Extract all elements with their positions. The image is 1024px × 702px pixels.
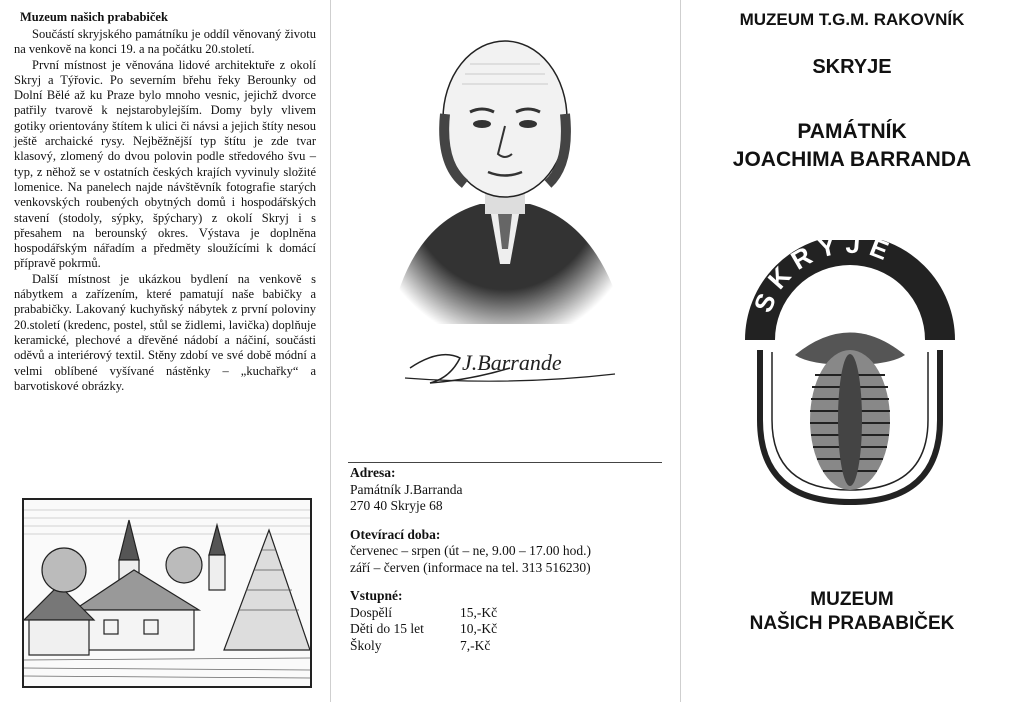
panel-left [0, 0, 330, 702]
svg-text:SKRYJE [748, 240, 901, 317]
trilobite-emblem [740, 240, 960, 510]
memorial-line: PAMÁTNÍK [797, 120, 907, 143]
place-title: SKRYJE [812, 56, 892, 78]
emblem-text: SKRYJE [747, 240, 901, 317]
memorial-line: JOACHIMA BARRANDA [732, 148, 972, 171]
admission-row [350, 605, 660, 622]
section-heading: Muzeum našich prababiček [20, 10, 168, 24]
bottom-line: NAŠICH PRABABIČEK [749, 613, 955, 634]
admission-price: 15,-Kč [460, 604, 498, 620]
admission-who: Školy [350, 637, 382, 653]
trilobite-logo [740, 240, 960, 510]
hours-label: Otevírací doba: [350, 526, 441, 542]
paragraph-intro: Součástí skryjského památníku je oddíl věnovaný životu na venkově na konci 19. a na počátku 20.století. [14, 27, 316, 57]
panel-cover [680, 0, 1024, 702]
village-drawing [24, 500, 310, 686]
info-block [350, 465, 660, 654]
hours-line: červenec – srpen (út – ne, 9.00 – 17.00 hod.) [350, 543, 592, 558]
admission-row [350, 621, 660, 638]
admission-label: Vstupné: [350, 588, 403, 603]
panel-middle [330, 0, 680, 702]
info-divider [348, 462, 662, 463]
paragraph-architecture: První místnost je věnována lidové architektuře z okolí Skryj a Týřovic. Po severním břehu řeky Berounky od Dolní Bělé až ku Praze bylo mnoho vesnic, jejichž dvorce patřily tvarově k nejstarobylejším. Domy byly vlivem gotiky orientovány štítem k ulici či návsi a jejich štíty nesou ještě archaické rysy. Nejběžnější typ štítu je zde tvar klasový, zlomený do dvou polovin podle středového švu – typ, z něhož se v ostatních českých krajích vyvinuly složité lomenice. Na panelech najde návštěvník fotografie starých venkovských roubených obytných domů i hospodářských stavení (stodoly, sýpky, špýchary) z okolí Skryj i s přesahem na berounský okres. Výstava je doplněna hospodářským nářadím a předměty sloužícími k domácí přípravě pokrmů. [14, 57, 316, 271]
admission-price: 7,-Kč [460, 637, 491, 653]
bottom-line: MUZEUM [810, 589, 894, 610]
paragraph-living: Další místnost je ukázkou bydlení na venkově s nábytkem a zařízením, které pamatují naše babičky a prababičky. Lakovaný kuchyňský nábytek z první poloviny 20.století (kredenc, postel, stůl se židlemi, lavička) doplňuje keramické, plechové a dřevěné nádobí a náčiní, součásti oděvů a interiérový textil. Stěny zdobí ve své době módní a velmi oblíbené vyšívané nástěnky – „kuchařky“ a barvotiskové obrázky. [14, 271, 316, 393]
hours-line: září – červen (informace na tel. 313 516230) [350, 559, 591, 575]
village-illustration [22, 498, 312, 688]
address-label: Adresa: [350, 465, 396, 480]
portrait-drawing [370, 14, 640, 344]
address-line: 270 40 Skryje 68 [350, 498, 443, 513]
memorial-title [680, 118, 1024, 174]
admission-who: Dospělí [350, 604, 392, 620]
admission-row [350, 638, 660, 655]
museum-name: MUZEUM T.G.M. RAKOVNÍK [739, 10, 965, 29]
admission-who: Děti do 15 let [350, 621, 424, 636]
signature-text: J.Barrande [462, 350, 562, 375]
address-line: Památník J.Barranda [350, 481, 463, 497]
signature-drawing [400, 338, 620, 390]
signature-graphic [400, 338, 620, 390]
admission-price: 10,-Kč [460, 621, 498, 636]
bottom-title [680, 588, 1024, 636]
barrande-portrait [370, 14, 640, 344]
